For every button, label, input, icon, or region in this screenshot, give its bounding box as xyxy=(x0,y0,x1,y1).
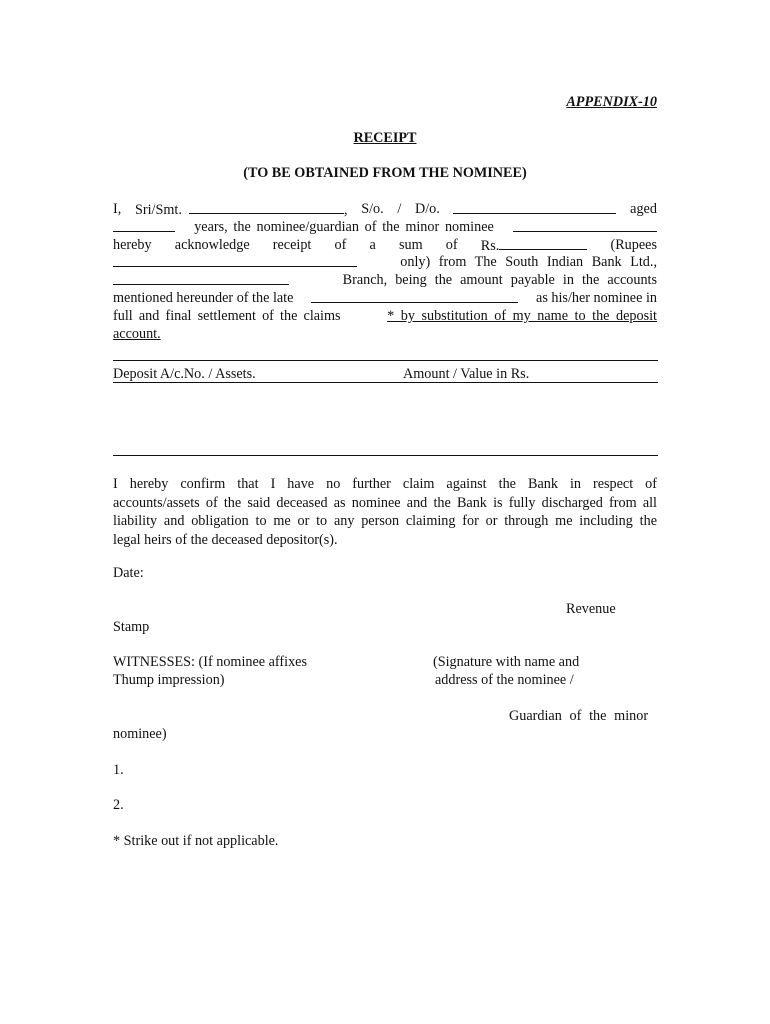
text-rupees: (Rupees xyxy=(610,236,657,253)
table-header-deposit: Deposit A/c.No. / Assets. xyxy=(113,366,256,382)
text-word: receipt xyxy=(272,236,312,253)
text-i: I, xyxy=(113,201,122,217)
witnesses-label: WITNESSES: (If nominee affixes xyxy=(113,654,307,670)
text-so: S/o. xyxy=(361,201,384,217)
confirmation-line: liability and obligation to me or to any person claiming for or through me including the xyxy=(113,513,657,529)
branch-blank[interactable] xyxy=(113,272,289,285)
text-comma: , xyxy=(343,202,348,218)
text-word: of xyxy=(334,236,347,253)
declaration-line-6 xyxy=(113,290,657,308)
text-word: hereby xyxy=(113,236,152,253)
declaration-line-1 xyxy=(113,201,657,219)
document-title: RECEIPT xyxy=(353,130,417,146)
stamp-label: Stamp xyxy=(113,619,150,635)
age-blank[interactable] xyxy=(113,219,175,232)
declaration-line-5 xyxy=(113,272,657,290)
declaration-line-8 xyxy=(113,326,657,344)
text-account: account. xyxy=(113,325,161,342)
text-word: of xyxy=(445,236,458,253)
revenue-label: Revenue xyxy=(566,601,616,617)
declaration-line-3 xyxy=(113,237,657,255)
confirmation-paragraph xyxy=(113,475,657,549)
strike-out-note: * Strike out if not applicable. xyxy=(113,833,279,849)
table-header-amount: Amount / Value in Rs. xyxy=(403,366,530,382)
declaration-line-4 xyxy=(113,254,657,272)
confirmation-line: I hereby confirm that I have no further claim against the Bank in respect of xyxy=(113,476,657,492)
text-slash: / xyxy=(397,201,402,217)
date-label: Date: xyxy=(113,565,144,581)
text-word: a xyxy=(369,236,376,253)
table-bottom-rule xyxy=(113,455,658,456)
minor-nominee-blank[interactable] xyxy=(513,219,657,232)
text-mentioned: mentioned hereunder of the late xyxy=(113,289,294,306)
nominee-close-label: nominee) xyxy=(113,726,167,742)
nominee-address-label: address of the nominee / xyxy=(435,672,574,688)
text-bank-name: only) from The South Indian Bank Ltd., xyxy=(400,254,657,271)
table-header-rule xyxy=(113,382,658,383)
text-sri-smt: Sri/Smt. xyxy=(134,202,182,218)
declaration-line-7 xyxy=(113,308,657,326)
text-aged: aged xyxy=(630,201,657,217)
table-top-rule xyxy=(113,360,658,361)
document-subtitle: (TO BE OBTAINED FROM THE NOMINEE) xyxy=(243,165,527,181)
text-rs: Rs. xyxy=(480,237,500,254)
guardian-label xyxy=(509,708,657,725)
text-as-nominee: as his/her nominee in xyxy=(536,289,657,306)
parent-name-blank[interactable] xyxy=(453,201,616,214)
confirmation-line: legal heirs of the deceased depositor(s). xyxy=(113,531,338,548)
text-full-final: full and final settlement of the claims xyxy=(113,307,341,324)
declaration-line-2 xyxy=(113,219,657,237)
text-branch: Branch, being the amount payable in the accounts xyxy=(342,272,657,289)
witness-item-2: 2. xyxy=(113,797,124,813)
text-nominee-guardian: years, the nominee/guardian of the minor nominee xyxy=(194,218,494,235)
amount-words-blank[interactable] xyxy=(113,254,357,267)
deceased-name-blank[interactable] xyxy=(311,290,518,303)
text-word: sum xyxy=(398,236,423,253)
confirmation-line: accounts/assets of the said deceased as nominee and the Bank is fully discharged from all xyxy=(113,494,657,511)
name-blank[interactable] xyxy=(189,201,344,214)
amount-blank[interactable] xyxy=(499,237,587,250)
text-substitution: * by substitution of my name to the deposit xyxy=(387,307,657,324)
guardian-text: Guardian of the minor xyxy=(509,708,649,724)
text-word: acknowledge xyxy=(174,236,250,253)
signature-label: (Signature with name and xyxy=(433,654,580,670)
thump-impression-label: Thump impression) xyxy=(113,672,225,688)
declaration-paragraph xyxy=(113,201,657,343)
appendix-label: APPENDIX-10 xyxy=(566,94,657,110)
text-do: D/o. xyxy=(414,201,440,217)
witness-item-1: 1. xyxy=(113,762,124,778)
